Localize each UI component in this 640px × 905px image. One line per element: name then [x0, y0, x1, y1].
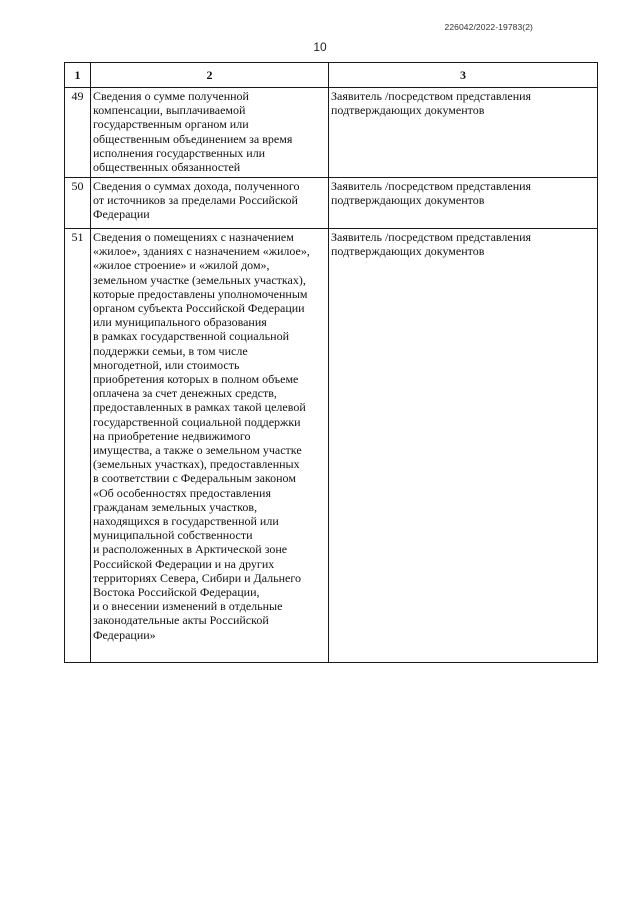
info-text-line: компенсации, выплачиваемой — [93, 103, 246, 118]
table-body — [65, 88, 598, 663]
source-text-line: подтверждающих документов — [331, 103, 485, 118]
info-text-line: Федерации — [93, 207, 150, 222]
info-text-line: государственным органом или — [93, 117, 249, 132]
info-description-cell — [91, 88, 329, 178]
info-text-line: общественным объединением за время — [93, 131, 293, 146]
info-text-line: «жилое строение» и «жилой дом», — [93, 258, 270, 273]
info-text-line: поддержки семьи, в том числе — [93, 343, 248, 358]
info-text-line: имущества, а также о земельном участке — [93, 443, 302, 458]
info-text-line: Сведения о сумме полученной — [93, 89, 249, 103]
info-text-line: (земельных участках), предоставленных — [93, 457, 300, 472]
source-cell — [329, 229, 598, 663]
info-text-line: в соответствии с Федеральным законом — [93, 471, 296, 486]
info-text-line: и о внесении изменений в отдельные — [93, 599, 283, 614]
column-header-2: 2 — [91, 63, 329, 88]
source-text-line: Заявитель /посредством представления — [331, 89, 532, 103]
info-text-line: общественных обязанностей — [93, 160, 241, 175]
source-text-line: Заявитель /посредством представления — [331, 179, 532, 193]
info-text-line: Федерации» — [93, 627, 156, 642]
source-cell — [329, 88, 598, 178]
info-text-line: и расположенных в Арктической зоне — [93, 542, 288, 557]
row-number-cell: 49 — [65, 88, 91, 178]
info-text-line: приобретения которых в полном объеме — [93, 372, 299, 387]
info-text-line: муниципальной собственности — [93, 528, 253, 543]
info-text-line: государственной социальной поддержки — [93, 414, 301, 429]
data-table — [64, 62, 598, 663]
column-header-1: 1 — [65, 63, 91, 88]
info-text-line: находящихся в государственной или — [93, 514, 279, 529]
info-text-line: Сведения о суммах дохода, полученного — [93, 179, 300, 193]
info-text-line: от источников за пределами Российской — [93, 193, 298, 208]
info-text-line: Востока Российской Федерации, — [93, 585, 260, 600]
info-text-line: Российской Федерации и на других — [93, 556, 275, 571]
table-row — [65, 229, 598, 663]
info-text-line: органом субъекта Российской Федерации — [93, 301, 305, 316]
info-text-line: земельном участке (земельных участках), — [93, 272, 306, 287]
info-text-line: или муниципального образования — [93, 315, 267, 330]
source-text-line: подтверждающих документов — [331, 193, 485, 208]
row-number-cell: 50 — [65, 178, 91, 229]
info-text-line: многодетной, или стоимость — [93, 357, 240, 372]
info-description-cell — [91, 229, 329, 663]
info-text-line: исполнения государственных или — [93, 145, 266, 160]
row-number-cell: 51 — [65, 229, 91, 663]
info-description-cell — [91, 178, 329, 229]
column-header-3: 3 — [329, 63, 598, 88]
table-header-row — [65, 63, 598, 88]
info-text-line: в рамках государственной социальной — [93, 329, 289, 344]
info-text-line: предоставленных в рамках такой целевой — [93, 400, 306, 415]
info-text-line: «жилое», зданиях с назначением «жилое», — [93, 244, 310, 259]
info-text-line: которые предоставлены уполномоченным — [93, 286, 308, 301]
page-number: 10 — [313, 40, 327, 54]
info-text-line: законодательные акты Российской — [93, 613, 269, 628]
info-text-line: гражданам земельных участков, — [93, 499, 258, 514]
document-id: 226042/2022-19783(2) — [444, 22, 533, 32]
info-text-line: «Об особенностях предоставления — [93, 485, 271, 500]
info-text-line: оплачена за счет денежных средств, — [93, 386, 277, 401]
table-row — [65, 88, 598, 178]
source-text-line: Заявитель /посредством представления — [331, 230, 532, 244]
table-row — [65, 178, 598, 229]
info-text-line: Сведения о помещениях с назначением — [93, 230, 294, 244]
info-text-line: территориях Севера, Сибири и Дальнего — [93, 570, 301, 585]
source-cell — [329, 178, 598, 229]
source-text-line: подтверждающих документов — [331, 244, 485, 259]
info-text-line: на приобретение недвижимого — [93, 428, 251, 443]
